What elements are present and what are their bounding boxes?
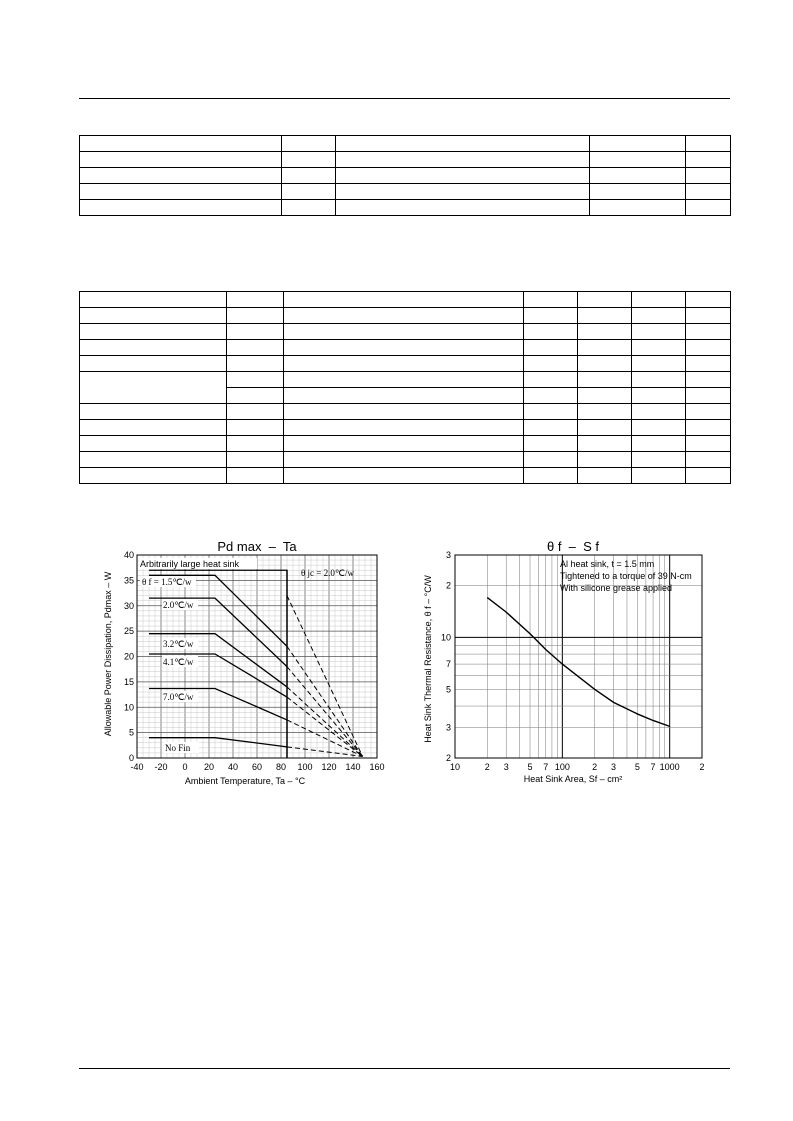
pdmax-ta-f32-label: 3.2℃/w <box>163 639 194 649</box>
derating-extension-dashed <box>287 667 363 757</box>
header-rule <box>79 98 730 99</box>
table-cell <box>590 200 686 216</box>
table-cell <box>284 388 524 404</box>
pdmax-ta-large-heat-sink-label: Arbitrarily large heat sink <box>140 559 240 569</box>
table-cell <box>284 468 524 484</box>
table-row <box>80 420 731 436</box>
table-cell <box>80 292 227 308</box>
table-cell <box>686 404 731 420</box>
table-cell <box>284 292 524 308</box>
theta-f-sf-note-1: Al heat sink, t = 1.5 mm <box>560 559 655 569</box>
pdmax-ta-theta-jc-label: θ jc = 2.0℃/w <box>301 568 354 578</box>
table-cell <box>578 324 632 340</box>
pdmax-ta-f15-label: θ f = 1.5℃/w <box>142 577 192 587</box>
table-cell <box>578 436 632 452</box>
table-cell <box>632 292 686 308</box>
x-tick-label: 100 <box>297 762 313 772</box>
table-cell <box>686 340 731 356</box>
table-row <box>80 292 731 308</box>
table-cell <box>632 340 686 356</box>
theta-f-sf-title: θ f – S f <box>546 539 600 554</box>
table-cell <box>686 292 731 308</box>
table-cell <box>524 324 578 340</box>
table-cell <box>227 292 284 308</box>
table-cell <box>282 184 336 200</box>
table-cell <box>686 136 731 152</box>
x-tick-label: 60 <box>251 762 263 772</box>
table-cell <box>284 308 524 324</box>
table-cell <box>632 468 686 484</box>
table-cell <box>336 152 590 168</box>
table-row <box>80 168 731 184</box>
derating-extension-dashed <box>287 747 363 757</box>
table-cell <box>284 324 524 340</box>
table-cell <box>227 340 284 356</box>
table-cell <box>80 340 227 356</box>
y-tick-label: 2 <box>445 580 451 591</box>
x-tick-label: 0 <box>182 762 188 772</box>
table-cell <box>227 356 284 372</box>
table-cell <box>686 152 731 168</box>
y-tick-label: 25 <box>123 626 134 637</box>
table-cell <box>632 420 686 436</box>
table-cell <box>578 292 632 308</box>
table-cell <box>524 308 578 324</box>
table-cell <box>578 420 632 436</box>
table-row <box>80 152 731 168</box>
pdmax-ta-nofin-label: No Fin <box>165 743 191 753</box>
table-cell <box>80 452 227 468</box>
table-cell <box>632 372 686 388</box>
table-cell <box>524 452 578 468</box>
table-cell <box>686 200 731 216</box>
table-cell <box>632 436 686 452</box>
table-cell <box>632 404 686 420</box>
table-cell <box>632 308 686 324</box>
x-tick-label: 40 <box>227 762 239 772</box>
table-row <box>80 324 731 340</box>
y-tick-label: 10 <box>123 702 134 713</box>
y-tick-label: 7 <box>445 659 451 670</box>
x-tick-label: 5 <box>527 762 533 772</box>
pdmax-ta-chart <box>95 530 405 790</box>
pdmax-ta-f20-label: 2.0℃/w <box>163 600 194 610</box>
y-tick-label: 10 <box>440 632 451 643</box>
table-cell <box>686 452 731 468</box>
table-cell <box>336 168 590 184</box>
table-cell <box>524 436 578 452</box>
table-cell <box>80 324 227 340</box>
x-tick-label: 20 <box>203 762 215 772</box>
pdmax-ta-title: Pd max – Ta <box>217 539 297 554</box>
table-cell <box>282 200 336 216</box>
y-tick-label: 5 <box>445 684 451 695</box>
table-row <box>80 436 731 452</box>
table-cell <box>524 468 578 484</box>
table-cell <box>686 168 731 184</box>
table-cell <box>282 136 336 152</box>
theta-f-sf-note-2: Tightened to a torque of 39 N-cm <box>560 571 692 581</box>
table-cell <box>227 372 284 388</box>
table-cell <box>686 184 731 200</box>
table-cell <box>227 308 284 324</box>
table-cell <box>80 152 282 168</box>
table-cell <box>578 340 632 356</box>
y-tick-label: 3 <box>445 550 451 560</box>
table-cell <box>524 372 578 388</box>
table-row <box>80 308 731 324</box>
table-cell <box>686 388 731 404</box>
table-cell <box>80 136 282 152</box>
table-cell <box>336 200 590 216</box>
table-cell <box>524 356 578 372</box>
table-cell <box>336 184 590 200</box>
table-cell <box>227 436 284 452</box>
thermal-resistance-curve <box>487 598 669 727</box>
x-tick-label: 7 <box>650 762 656 772</box>
table-cell <box>578 356 632 372</box>
table-cell <box>282 152 336 168</box>
table-cell <box>80 404 227 420</box>
table-row <box>80 340 731 356</box>
table-cell <box>632 388 686 404</box>
table-row <box>80 452 731 468</box>
theta-f-sf-notes <box>560 559 692 593</box>
table-cell <box>227 452 284 468</box>
table-cell <box>227 388 284 404</box>
table-cell <box>578 372 632 388</box>
table-cell <box>524 340 578 356</box>
table-cell <box>578 452 632 468</box>
table-cell <box>578 308 632 324</box>
y-tick-label: 2 <box>445 753 451 763</box>
x-tick-label: 140 <box>345 762 361 772</box>
table-cell <box>524 404 578 420</box>
table-cell <box>590 168 686 184</box>
theta-f-sf-curve <box>487 598 669 727</box>
table-cell <box>284 404 524 420</box>
table-cell <box>227 324 284 340</box>
x-tick-label: 3 <box>503 762 509 772</box>
theta-f-sf-note-3: With silicone grease applied <box>560 583 673 593</box>
table-row <box>80 136 731 152</box>
table-row <box>80 468 731 484</box>
derating-extension-dashed <box>287 697 363 756</box>
table-cell <box>686 372 731 388</box>
footer-rule <box>79 1068 730 1069</box>
table-cell <box>578 404 632 420</box>
y-tick-label: 30 <box>123 600 134 611</box>
table-cell <box>80 356 227 372</box>
derating-extension-dashed <box>287 687 363 757</box>
table-cell <box>578 468 632 484</box>
y-tick-label: 40 <box>123 550 134 560</box>
x-tick-label: 100 <box>554 762 570 772</box>
table-cell <box>80 184 282 200</box>
table-cell <box>284 420 524 436</box>
derating-extension-dashed <box>287 720 363 757</box>
table-cell <box>80 372 227 404</box>
table-cell <box>80 436 227 452</box>
table-row <box>80 200 731 216</box>
theta-f-sf-chart <box>415 530 725 790</box>
y-tick-label: 20 <box>123 651 134 662</box>
table-row <box>80 184 731 200</box>
table-cell <box>80 468 227 484</box>
table-cell <box>524 388 578 404</box>
table-cell <box>284 372 524 388</box>
x-tick-label: 2 <box>484 762 490 772</box>
pdmax-ta-x-axis-label: Ambient Temperature, Ta – °C <box>184 776 306 786</box>
table-cell <box>284 340 524 356</box>
x-tick-label: -20 <box>154 762 168 772</box>
y-tick-label: 5 <box>128 727 134 738</box>
y-tick-label: 3 <box>445 722 451 733</box>
table-cell <box>590 136 686 152</box>
x-tick-label: 120 <box>321 762 337 772</box>
table-cell <box>80 420 227 436</box>
table-cell <box>80 200 282 216</box>
table-cell <box>590 152 686 168</box>
table-cell <box>227 404 284 420</box>
table-cell <box>282 168 336 184</box>
table-cell <box>284 452 524 468</box>
x-tick-label: 5 <box>634 762 640 772</box>
electrical-characteristics-table <box>79 291 731 484</box>
table-cell <box>284 356 524 372</box>
specifications-table <box>79 135 731 216</box>
table-cell <box>227 468 284 484</box>
table-cell <box>80 168 282 184</box>
y-tick-label: 35 <box>123 575 134 586</box>
x-tick-label: 10 <box>449 762 461 772</box>
table-cell <box>686 324 731 340</box>
table-cell <box>632 356 686 372</box>
pdmax-ta-f70-label: 7.0℃/w <box>163 692 194 702</box>
electrical-characteristics-table-body <box>80 292 731 484</box>
pdmax-ta-f41-label: 4.1℃/w <box>163 657 194 667</box>
table-cell <box>336 136 590 152</box>
y-tick-label: 15 <box>123 676 134 687</box>
table-row <box>80 372 731 388</box>
table-cell <box>578 388 632 404</box>
derating-extension-dashed <box>287 646 363 756</box>
table-cell <box>686 420 731 436</box>
x-tick-label: 3 <box>611 762 617 772</box>
x-tick-label: 7 <box>543 762 549 772</box>
theta-f-sf-y-axis-label: Heat Sink Thermal Resistance, θ f – °C/W <box>423 575 433 743</box>
x-tick-label: 160 <box>369 762 385 772</box>
table-cell <box>632 324 686 340</box>
table-cell <box>686 468 731 484</box>
x-tick-label: 1000 <box>659 762 680 772</box>
x-tick-label: -40 <box>130 762 144 772</box>
table-cell <box>686 308 731 324</box>
table-cell <box>80 308 227 324</box>
table-cell <box>590 184 686 200</box>
table-row <box>80 356 731 372</box>
table-cell <box>686 436 731 452</box>
theta-f-sf-x-axis-label: Heat Sink Area, Sf – cm² <box>523 774 623 784</box>
table-cell <box>686 356 731 372</box>
table-cell <box>524 420 578 436</box>
table-cell <box>227 420 284 436</box>
y-tick-label: 0 <box>128 753 134 763</box>
pdmax-ta-y-axis-label: Allowable Power Dissipation, Pdmax – W <box>103 571 113 737</box>
specifications-table-body <box>80 136 731 216</box>
table-cell <box>524 292 578 308</box>
table-row <box>80 404 731 420</box>
table-cell <box>284 436 524 452</box>
x-tick-label: 2 <box>592 762 598 772</box>
table-cell <box>632 452 686 468</box>
x-tick-label: 2 <box>699 762 705 772</box>
x-tick-label: 80 <box>275 762 287 772</box>
